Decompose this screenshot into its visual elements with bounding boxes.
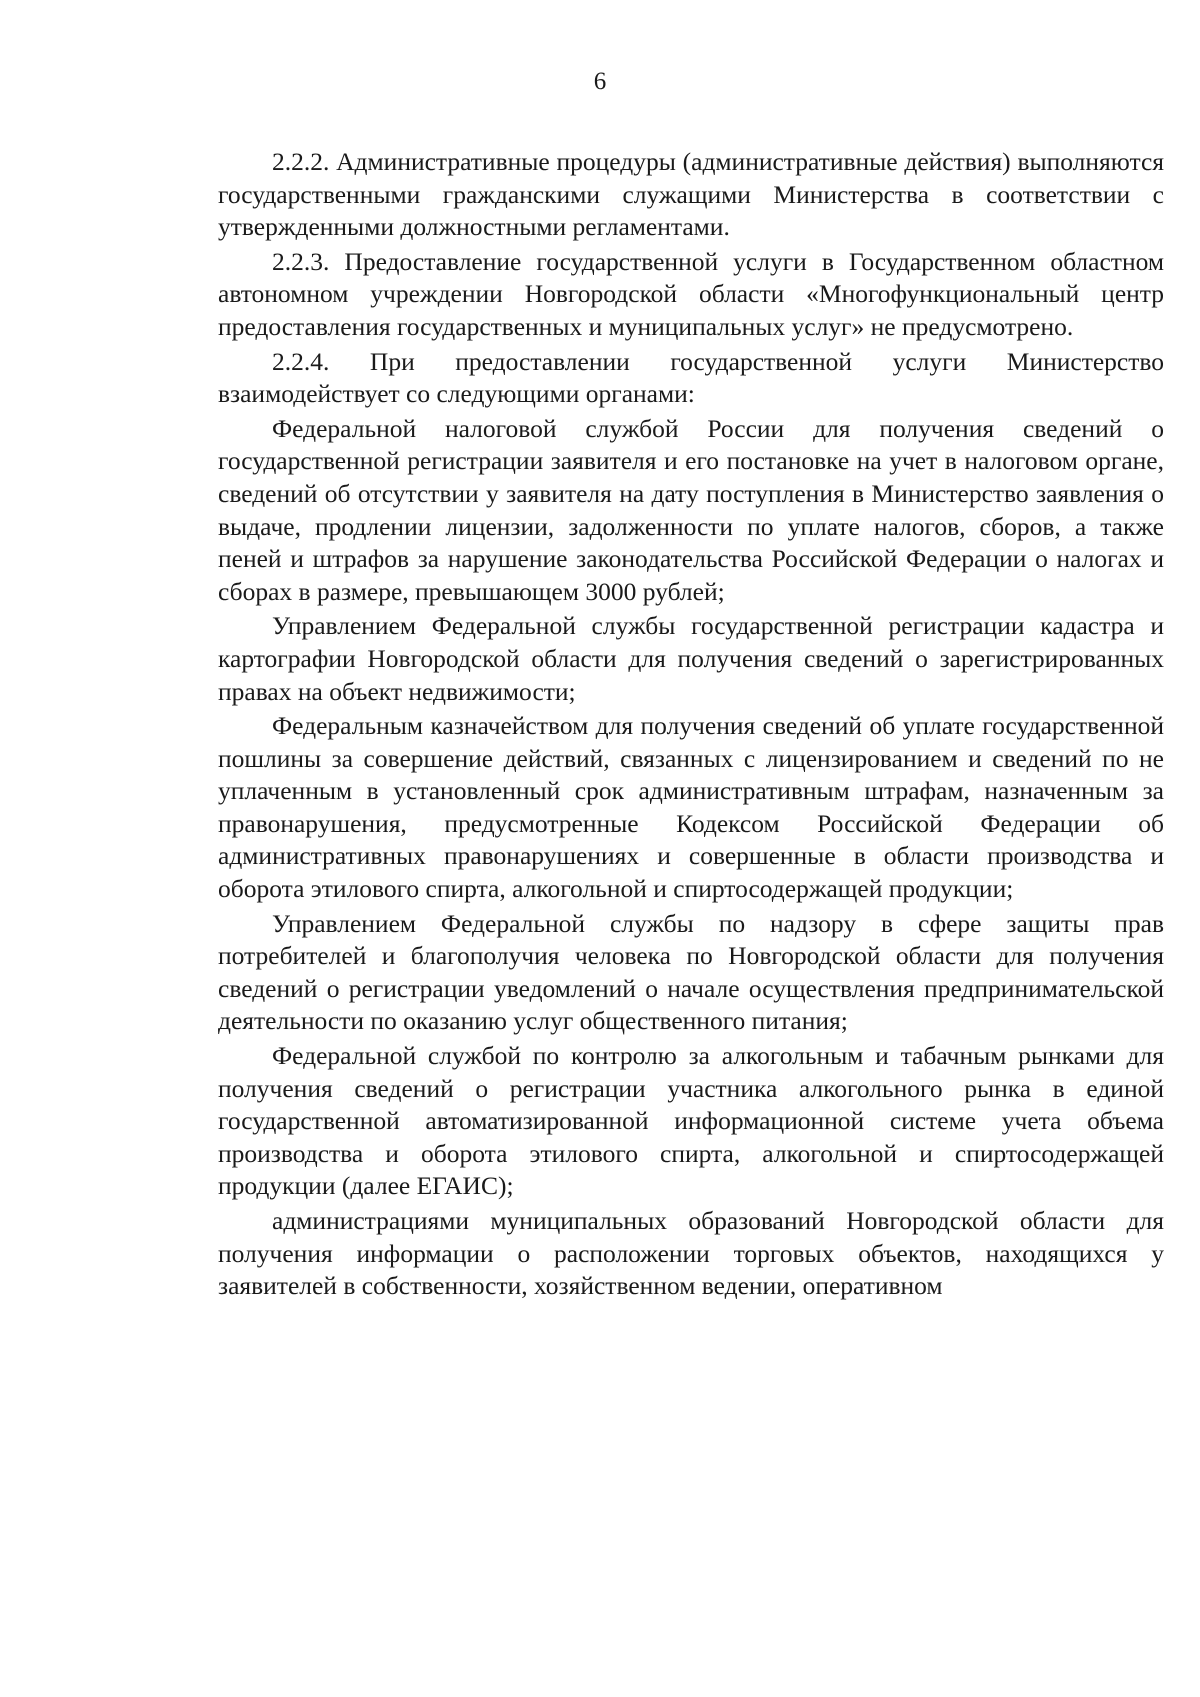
paragraph-2-2-3: 2.2.3. Предоставление государственной услуги в Государственном областном автономном учреждении Новгородской области «Многофункциональный центр предоставления государственных и муниципальных услуг» не предусмотрено.	[218, 246, 1164, 341]
paragraph-2-2-2: 2.2.2. Административные процедуры (административные действия) выполняются государственными гражданскими служащими Министерства в соответствии с утвержденными должностными регламентами.	[218, 147, 1164, 242]
paragraph-rospotrebnadzor: Управлением Федеральной службы по надзору в сфере защиты прав потребителей и благополучия человека по Новгородской области для получения сведений о регистрации уведомлений о начале осуществления предпринимательской деятельности по оказанию услуг общественного питания;	[218, 908, 1164, 1036]
paragraph-municipal-administrations: администрациями муниципальных образований Новгородской области для получения информации о расположении торговых объектов, находящихся у заявителей в собственности, хозяйственном ведении, оперативном	[218, 1206, 1164, 1301]
paragraph-alcohol-regulator: Федеральной службой по контролю за алкогольным и табачным рынками для получения сведений о регистрации участника алкогольного рынка в единой государственной автоматизированной информационной системе учета объема производства и оборота этилового спирта, алкогольной и спиртосодержащей продукции (далее ЕГАИС);	[218, 1041, 1164, 1201]
paragraph-rosreestr: Управлением Федеральной службы государственной регистрации кадастра и картографии Новгородской области для получения сведений о зарегистрированных правах на объект недвижимости;	[218, 611, 1164, 706]
document-body	[218, 146, 1164, 1305]
paragraph-2-2-4: 2.2.4. При предоставлении государственной услуги Министерство взаимодействует со следующими органами:	[218, 346, 1164, 409]
paragraph-treasury: Федеральным казначейством для получения сведений об уплате государственной пошлины за совершение действий, связанных с лицензированием и сведений по не уплаченным в установленный срок административным штрафам, назначенным за правонарушения, предусмотренные Кодексом Российской Федерации об административных правонарушениях и совершенные в области производства и оборота этилового спирта, алкогольной и спиртосодержащей продукции;	[218, 711, 1164, 904]
page-number: 6	[593, 68, 607, 95]
paragraph-tax-service: Федеральной налоговой службой России для получения сведений о государственной регистрации заявителя и его постановке на учет в налоговом органе, сведений об отсутствии у заявителя на дату поступления в Министерство заявления о выдаче, продлении лицензии, задолженности по уплате налогов, сборов, а также пеней и штрафов за нарушение законодательства Российской Федерации о налогах и сборах в размере, превышающем 3000 рублей;	[218, 413, 1164, 606]
